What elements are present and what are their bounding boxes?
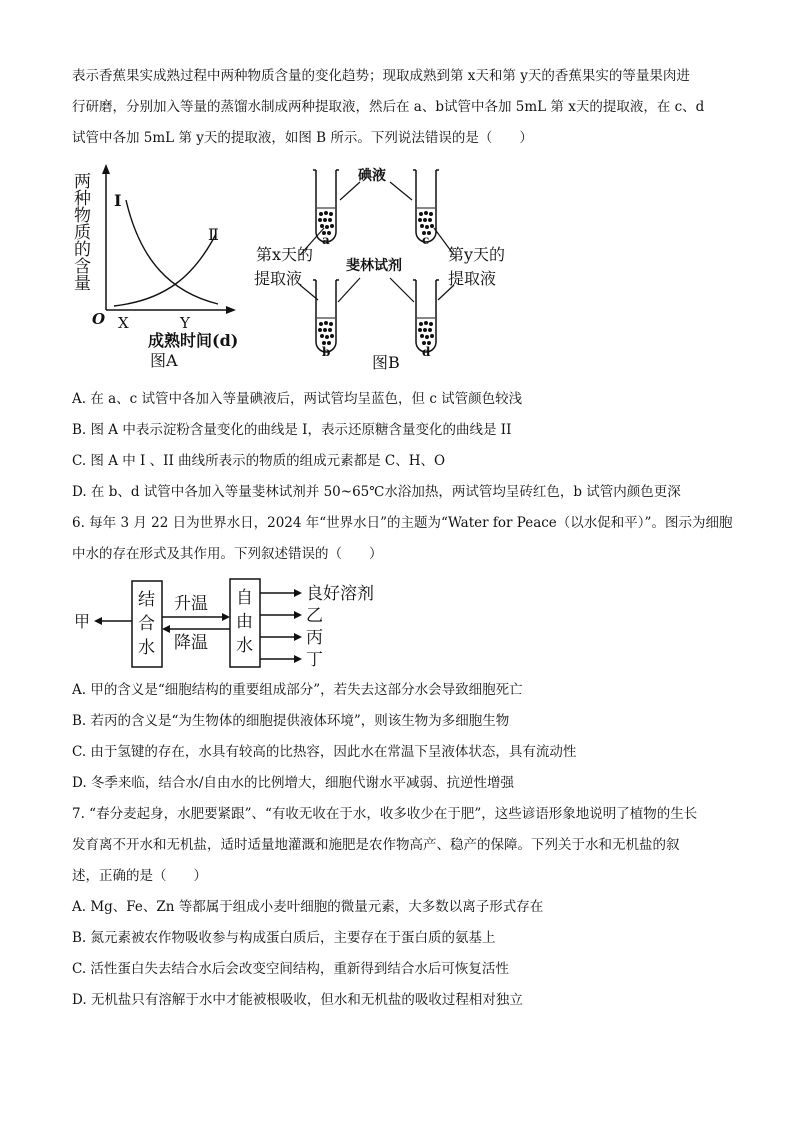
q7-option-b: B. 氮元素被农作物吸收参与构成蛋白质后，主要存在于蛋白质的氨基上 — [72, 930, 496, 946]
free-char-2: 由 — [236, 612, 253, 632]
label-dayx-1: 第x天的 — [256, 245, 314, 264]
figa-tick-y: Y — [180, 314, 190, 332]
label-dayy-1: 第y天的 — [448, 245, 506, 264]
arrow-out-1-head — [294, 589, 302, 597]
bound-char-1: 结 — [138, 590, 155, 610]
tube-d — [413, 280, 439, 352]
intro-line-2: 行研磨，分别加入等量的蒸馏水制成两种提取液，然后在 a、b试管中各加 5mL 第 x天的提取液，在 c、d — [72, 99, 705, 115]
diagram-jia: 甲 — [74, 612, 91, 631]
tube-a — [313, 170, 339, 242]
fehling-arrow-b — [338, 278, 360, 302]
q6-option-b: B. 若丙的含义是“为生物体的细胞提供液体环境”，则该生物为多细胞生物 — [72, 713, 510, 729]
q5-option-c: C. 图 A 中 I 、II 曲线所表示的物质的组成元素都是 C、H、O — [72, 453, 446, 469]
arrow-cool-head — [162, 625, 170, 633]
label-tube-b: b — [322, 345, 331, 359]
label-heat: 升温 — [174, 594, 208, 614]
iodine-arrow-a — [340, 182, 360, 200]
figa-ylabel: 两种物质的含量 — [70, 172, 90, 291]
figa-origin: O — [92, 310, 106, 328]
figa-tick-x: X — [118, 314, 129, 332]
intro-line-3: 试管中各加 5mL 第 y天的提取液，如图 B 所示。下列说法错误的是（ ） — [72, 130, 533, 146]
fehling-arrow-d — [390, 278, 414, 302]
arrow-to-jia-head — [94, 617, 102, 625]
label-out-2: 乙 — [306, 606, 323, 626]
figa-curve-1-label: I — [114, 191, 122, 210]
q7-option-a: A. Mg、Fe、Zn 等都属于组成小麦叶细胞的微量元素，大多数以离子形式存在 — [72, 899, 544, 915]
figa-y-arrow — [102, 164, 110, 174]
figure-b — [250, 160, 540, 375]
figa-xlabel: 成熟时间(d) — [148, 331, 239, 350]
figa-curve-1 — [126, 200, 218, 304]
q7-option-c: C. 活性蛋白失去结合水后会改变空间结构，重新得到结合水后可恢复活性 — [72, 961, 509, 977]
figure-a — [70, 160, 255, 380]
arrow-out-3-head — [294, 633, 302, 641]
arrow-heat-head — [222, 613, 230, 621]
free-char-3: 水 — [236, 636, 253, 656]
label-fehling: 斐林试剂 — [346, 258, 402, 274]
arrow-out-2-head — [294, 611, 302, 619]
q6-option-d: D. 冬季来临，结合水/自由水的比例增大，细胞代谢水平减弱、抗逆性增强 — [72, 775, 514, 791]
q7-stem-2: 发育离不开水和无机盐，适时适量地灌溉和施肥是农作物高产、稳产的保障。下列关于水和无机盐的叙 — [72, 837, 680, 853]
arrow-out-4-head — [294, 655, 302, 663]
label-out-4: 丁 — [306, 650, 323, 670]
label-out-1: 良好溶剂 — [306, 584, 374, 604]
q6-option-c: C. 由于氢键的存在，水具有较高的比热容，因此水在常温下呈液体状态，具有流动性 — [72, 744, 577, 760]
tube-b — [313, 280, 339, 352]
figa-caption: 图A — [150, 351, 178, 370]
figa-x-arrow — [226, 306, 236, 314]
intro-line-1: 表示香蕉果实成熟过程中两种物质含量的变化趋势；现取成熟到第 x天和第 y天的香蕉果实的等量果肉进 — [72, 68, 690, 84]
figb-caption: 图B — [372, 353, 400, 372]
bound-char-3: 水 — [138, 638, 155, 658]
iodine-arrow-c — [390, 182, 412, 200]
label-tube-d: d — [422, 345, 431, 359]
water-diagram — [70, 575, 400, 675]
q6-stem-2: 中水的存在形式及其作用。下列叙述错误的（ ） — [72, 546, 383, 562]
label-dayy-2: 提取液 — [448, 269, 497, 288]
q5-option-b: B. 图 A 中表示淀粉含量变化的曲线是 I，表示还原糖含量变化的曲线是 II — [72, 422, 512, 438]
label-dayx-2: 提取液 — [254, 269, 303, 288]
label-tube-a: a — [322, 233, 330, 247]
q7-stem-1: 7. “春分麦起身，水肥要紧跟”、“有收无收在于水，收多收少在于肥”，这些谚语形象地说明了植物的生长 — [72, 806, 698, 822]
q5-option-d: D. 在 b、d 试管中各加入等量斐林试剂并 50~65℃水浴加热，两试管均呈砖红色，b 试管内颜色更深 — [72, 484, 681, 500]
q6-stem-1: 6. 每年 3 月 22 日为世界水日，2024 年“世界水日”的主题为“Water for Peace（以水促和平）”。图示为细胞 — [72, 515, 733, 531]
tube-c — [413, 170, 439, 242]
label-out-3: 丙 — [306, 628, 323, 648]
q7-option-d: D. 无机盐只有溶解于水中才能被根吸收，但水和无机盐的吸收过程相对独立 — [72, 992, 523, 1008]
figa-curve-2 — [114, 234, 216, 306]
bound-char-2: 合 — [138, 614, 155, 634]
figa-curve-2-label: Ⅱ — [208, 225, 219, 244]
q5-option-a: A. 在 a、c 试管中各加入等量碘液后，两试管均呈蓝色，但 c 试管颜色较浅 — [72, 391, 523, 407]
q7-stem-3: 述，正确的是（ ） — [72, 868, 207, 884]
q6-option-a: A. 甲的含义是“细胞结构的重要组成部分”，若失去这部分水会导致细胞死亡 — [72, 682, 523, 698]
label-cool: 降温 — [174, 633, 208, 653]
label-tube-c: c — [422, 233, 430, 247]
free-char-1: 自 — [236, 588, 253, 608]
label-iodine: 碘液 — [358, 168, 386, 184]
